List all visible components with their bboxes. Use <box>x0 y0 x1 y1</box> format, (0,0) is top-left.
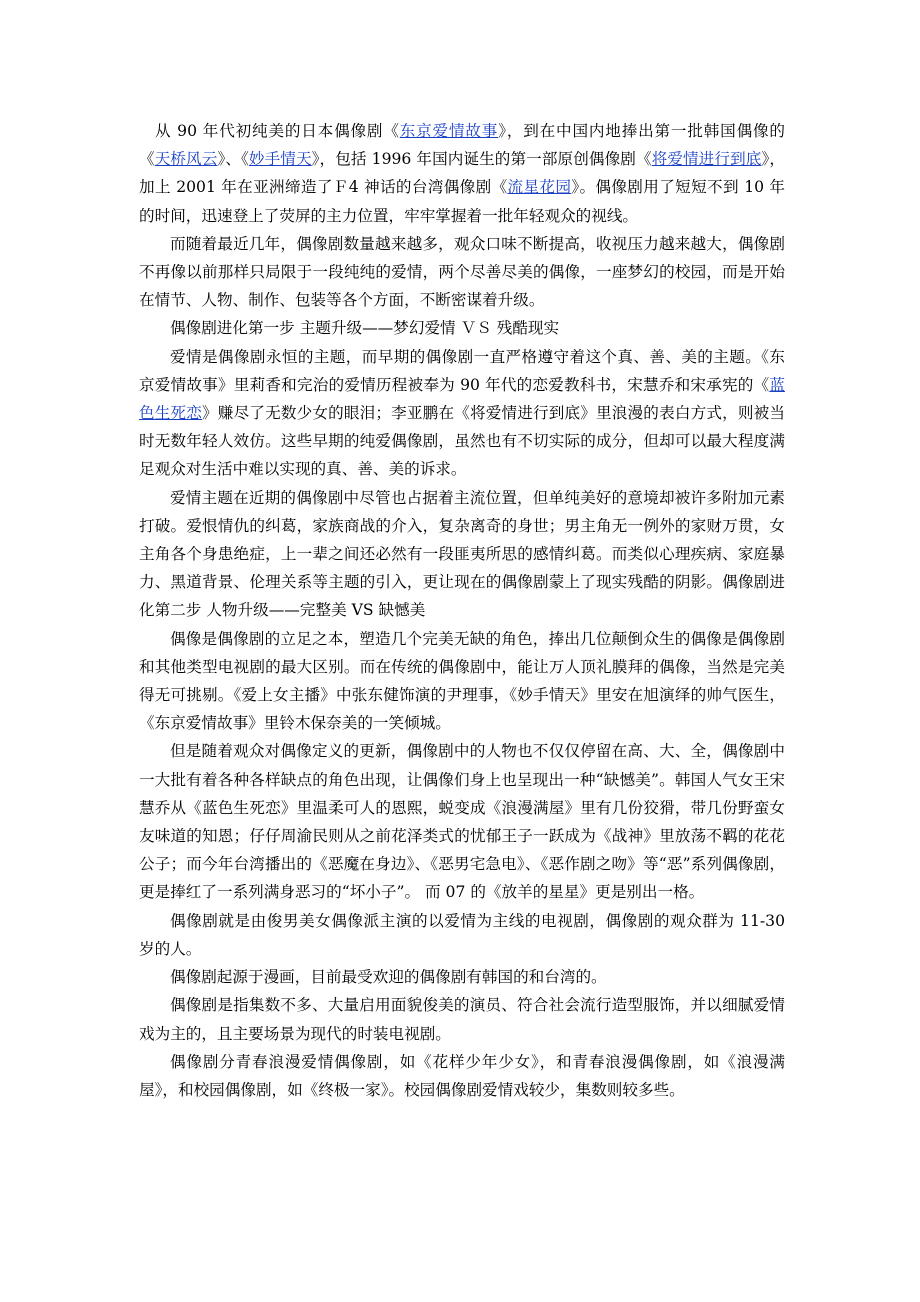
link-jiang-aiqing-jinxing-daodi[interactable]: 将爱情进行到底 <box>651 150 762 169</box>
link-meteor-garden[interactable]: 流星花园 <box>507 178 572 197</box>
section-heading-1: 偶像剧进化第一步 主题升级——梦幻爱情 ＶＳ 残酷现实 <box>170 319 560 338</box>
paragraph-2: 而随着最近几年，偶像剧数量越来越多，观众口味不断提高，收视压力越来越大，偶像剧不再像以前那样只局限于一段纯纯的爱情，两个尽善尽美的偶像，一座梦幻的校园，而是开始在情节、人物、制作、包装等各个方面，不断密谋着升级。 <box>139 234 785 310</box>
paragraph-7: 但是随着观众对偶像定义的更新，偶像剧中的人物也不仅仅停留在高、大、全，偶像剧中一大批有着各种各样缺点的角色出现，让偶像们身上也呈现出一种“缺憾美”。韩国人气女王宋慧乔从《蓝色生死恋》里温柔可人的恩熙，蜕变成《浪漫满屋》里有几份狡猾，带几份野蛮女友味道的知恩；仔仔周渝民则从之前花泽类式的忧郁王子一跃成为《战神》里放荡不羁的花花公子；而今年台湾播出的《恶魔在身边》、《恶男宅急电》、《恶作剧之吻》等“恶”系列偶像剧，更是捧红了一系列满身恶习的“坏小子”。 而 07 的《放羊的星星》更是别出一格。 <box>139 742 785 902</box>
link-tianqiao-fengyun[interactable]: 天桥风云 <box>154 150 218 169</box>
paragraph-4: 爱情是偶像剧永恒的主题，而早期的偶像剧一直严格遵守着这个真、善、美的主题。《东京爱情故事》里莉香和完治的爱情历程被奉为 90 年代的恋爱教科书，宋慧乔和宋承宪的《蓝色生死恋》赚尽了无数少女的眼泪；李亚鹏在《将爱情进行到底》里浪漫的表白方式，则被当时无数年轻人效仿。这些早期的纯爱偶像剧，虽然也有不切实际的成分，但却可以最大程度满足观众对生活中难以实现的真、善、美的诉求。 <box>139 347 785 479</box>
paragraph-8: 偶像剧就是由俊男美女偶像派主演的以爱情为主线的电视剧，偶像剧的观众群为 11-30 岁的人。 <box>139 911 785 958</box>
link-autumn-in-my-heart[interactable]: 蓝色生死恋 <box>139 375 785 423</box>
paragraph-11: 偶像剧分青春浪漫爱情偶像剧，如《花样少年少女》，和青春浪漫偶像剧，如《浪漫满屋》，和校园偶像剧，如《终极一家》。校园偶像剧爱情戏较少，集数则较多些。 <box>139 1052 785 1099</box>
paragraph-6: 偶像是偶像剧的立足之本，塑造几个完美无缺的角色，捧出几位颠倒众生的偶像是偶像剧和其他类型电视剧的最大区别。而在传统的偶像剧中，能让万人顶礼膜拜的偶像，当然是完美得无可挑剔。《爱上女主播》中张东健饰演的尹理事，《妙手情天》里安在旭演绎的帅气医生，《东京爱情故事》里铃木保奈美的一笑倾城。 <box>139 629 785 733</box>
paragraph-10: 偶像剧是指集数不多、大量启用面貌俊美的演员、符合社会流行造型服饰，并以细腻爱情戏为主的，且主要场景为现代的时装电视剧。 <box>139 996 785 1043</box>
document-body <box>139 117 785 1104</box>
link-miaoshou-qingtian[interactable]: 妙手情天 <box>248 150 312 169</box>
paragraph-9: 偶像剧起源于漫画，目前最受欢迎的偶像剧有韩国的和台湾的。 <box>170 968 607 987</box>
paragraph-5: 爱情主题在近期的偶像剧中尽管也占据着主流位置，但单纯美好的意境却被许多附加元素打破。爱恨情仇的纠葛，家族商战的介入，复杂离奇的身世；男主角无一例外的家财万贯，女主角各个身患绝症，上一辈之间还必然有一段匪夷所思的感情纠葛。而类似心理疾病、家庭暴力、黑道背景、伦理关系等主题的引入，更让现在的偶像剧蒙上了现实残酷的阴影。偶像剧进化第二步 人物升级——完整美 VS 缺憾美 <box>139 488 785 620</box>
link-tokyo-love-story[interactable]: 东京爱情故事 <box>399 122 499 140</box>
paragraph-intro: 从 90 年代初纯美的日本偶像剧《东京爱情故事》，到在中国内地捧出第一批韩国偶像的《天桥风云》、《妙手情天》，包括 1996 年国内诞生的第一部原创偶像剧《将爱情进行到底》，加上 2001 年在亚洲缔造了Ｆ4 神话的台湾偶像剧《流星花园》。偶像剧用了短短不到 10 年的时间，迅速登上了荧屏的主力位置，牢牢掌握着一批年轻观众的视线。 <box>139 122 785 225</box>
